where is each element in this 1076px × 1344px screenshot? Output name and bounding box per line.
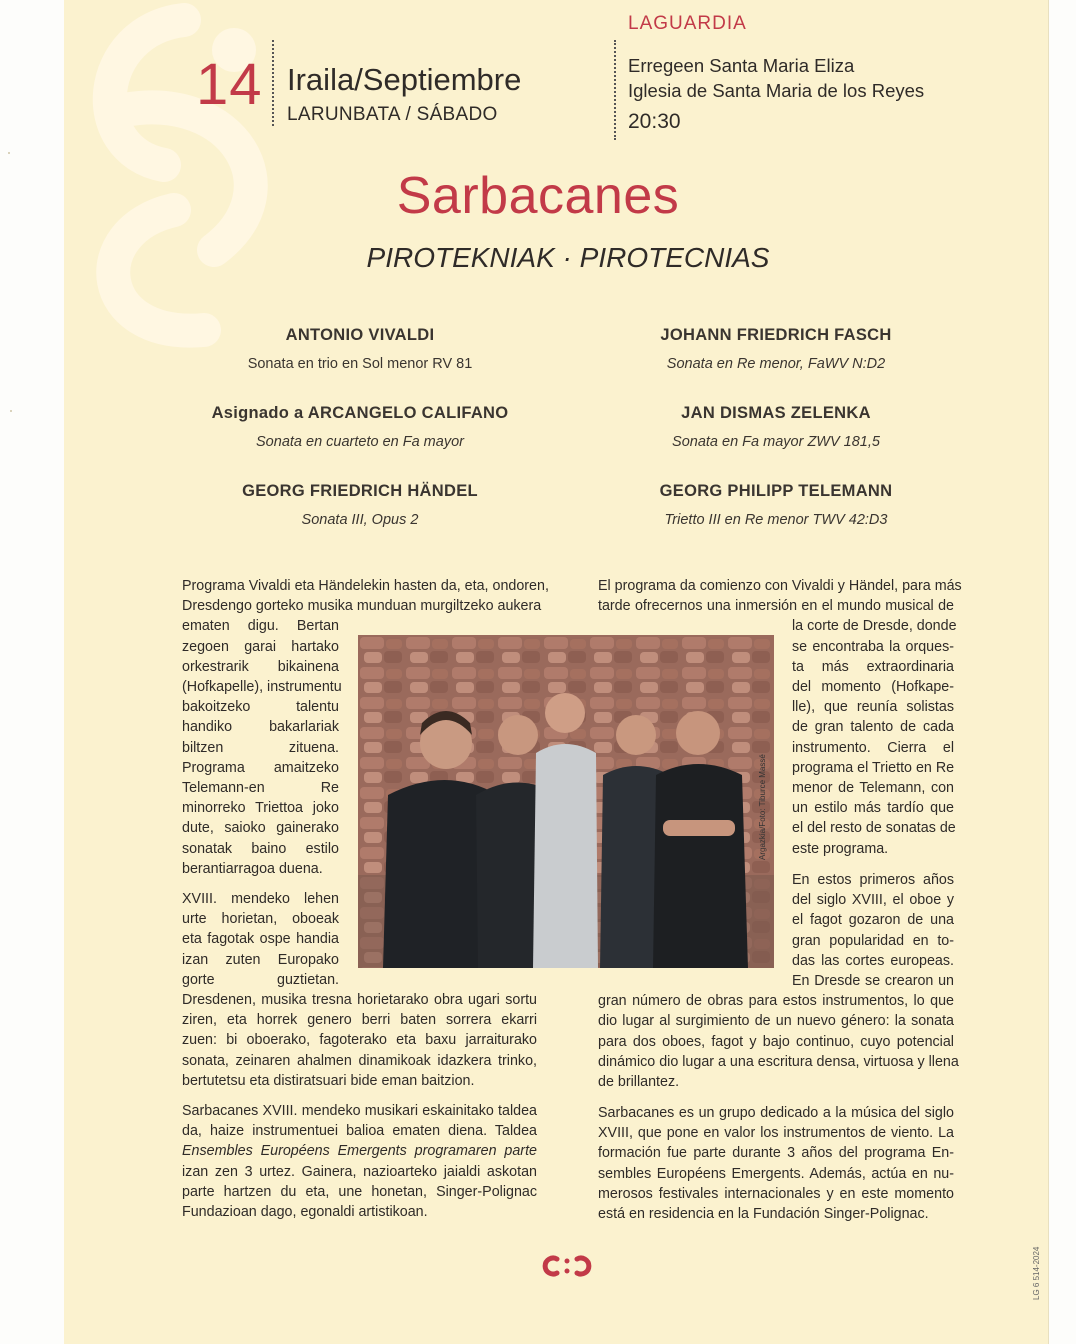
text-line: izan zen 3 urtez. Gainera, nazioarteko jaialdi askotan xyxy=(182,1163,537,1180)
text-line: eta fagotak ospe handia xyxy=(182,931,339,948)
work-title: Trietto III en Re menor TWV 42:D3 xyxy=(664,512,888,528)
text-line: dio lugar al surgimiento de un nuevo género: la sonata xyxy=(598,1013,954,1030)
text-line: del siglo XVIII, el oboe y xyxy=(792,892,954,909)
composer-name: Asignado a ARCANGELO CALIFANO xyxy=(211,404,509,422)
text-line: orkestrarik bikainena xyxy=(182,658,339,675)
festival-logo-icon xyxy=(537,1254,597,1278)
text-line: Sarbacanes es un grupo dedicado a la música del siglo xyxy=(598,1105,954,1121)
event-city: LAGUARDIA xyxy=(628,13,747,34)
text-line: gran número de obras para estos instrumentos, lo que xyxy=(598,993,954,1010)
text-line: bertutetsu eta distiratsuari bide eman baitzion. xyxy=(182,1072,475,1089)
text-line: Ensembles Européens Emergents programaren parte xyxy=(182,1143,537,1160)
venue-basque: Erregeen Santa Maria Eliza xyxy=(628,55,855,76)
concert-subtitle: PIROTEKNIAK · PIROTECNIAS xyxy=(366,242,770,273)
event-day: 14 xyxy=(196,52,263,117)
composer-name: JAN DISMAS ZELENKA xyxy=(681,404,871,422)
text-line: está en residencia en la Fundación Singer-Polignac. xyxy=(598,1206,929,1223)
text-line: ziren, eta horrek genero berri baten sorrera ekarri xyxy=(182,1012,537,1029)
text-line: lle), que reunía solistas xyxy=(792,699,954,716)
header-divider xyxy=(272,40,274,126)
ensemble-photo xyxy=(358,635,774,968)
text-line: zuen: bi oboerako, fagoterako eta baxu jarraiturako xyxy=(182,1032,537,1049)
text-line: Sarbacanes XVIII. mendeko musikari eskainitako taldea xyxy=(182,1103,537,1119)
text-line: programa el Trietto en Re xyxy=(792,759,955,776)
text-line: Telemann-en Re xyxy=(182,780,339,797)
text-line: parte hartzen du eta, une honetan, Singer-Polignac xyxy=(182,1183,537,1200)
text-line: instrumento. Cierra el xyxy=(792,739,954,756)
text-line: En Dresde se crearon un xyxy=(792,973,954,990)
text-line: sembles Européens Emergents. Además, actúa en nu- xyxy=(598,1165,954,1182)
text-line: da, haize instrumentuei balioa ematen diena. Taldea xyxy=(182,1123,537,1140)
scan-speck xyxy=(8,152,10,154)
text-line: de brillantez. xyxy=(598,1074,680,1091)
text-line: ta más extraordinaria xyxy=(792,658,954,675)
scan-speck xyxy=(10,410,12,412)
text-line: XVIII, que pone en valor los instrumentos de viento. La xyxy=(598,1125,954,1142)
text-line: gorte guztietan. xyxy=(182,971,339,988)
text-line: Programa Vivaldi eta Händelekin hasten da, eta, ondoren, xyxy=(182,578,549,594)
text-line: Fundazioan dago, egonaldi artistikoan. xyxy=(182,1204,428,1221)
text-line: tarde ofrecernos una inmersión en el mundo musical de xyxy=(598,598,954,615)
event-month: Iraila/Septiembre xyxy=(287,62,522,97)
text-line: de gran talento de cada xyxy=(792,719,954,736)
event-weekday: LARUNBATA / SÁBADO xyxy=(287,104,498,125)
text-line: este programa. xyxy=(792,840,889,857)
text-line: El programa da comienzo con Vivaldi y Händel, para más xyxy=(598,578,962,594)
text-line: sonatak baino estilo xyxy=(182,840,339,857)
text-line: handiko bakarlariak xyxy=(182,719,339,736)
text-line: la corte de Dresde, donde xyxy=(792,618,957,635)
text-line: para dos oboes, fagot y bajo continuo, cuyo potencial xyxy=(598,1033,954,1050)
legal-deposit-code: LG 6 514-2024 xyxy=(1032,1246,1041,1300)
text-line: izan zuten Europako xyxy=(182,951,339,968)
work-title: Sonata en Fa mayor ZWV 181,5 xyxy=(672,434,880,450)
text-line: Dresdengo gorteko musika munduan murgiltzeko aukera xyxy=(182,598,542,615)
text-line: sonata, zeinaren ahalmen dinamikoak idazkera trinko, xyxy=(182,1052,537,1069)
work-title: Sonata III, Opus 2 xyxy=(301,512,419,528)
text-line: del momento (Hofkape- xyxy=(792,679,954,696)
text-line: formación fue parte durante 3 años del programa En- xyxy=(598,1145,954,1162)
text-line: el del resto de sonatas de xyxy=(792,820,956,837)
text-line: ematen digu. Bertan xyxy=(182,618,339,635)
text-line: se encontraba la orques- xyxy=(792,638,954,655)
work-title: Sonata en Re menor, FaWV N:D2 xyxy=(666,356,886,372)
work-title: Sonata en trio en Sol menor RV 81 xyxy=(247,356,473,372)
text-line: gran popularidad en to- xyxy=(792,932,954,949)
basque-paragraph-3 xyxy=(182,1101,537,1222)
venue-spanish: Iglesia de Santa Maria de los Reyes xyxy=(628,80,925,101)
work-title: Sonata en cuarteto en Fa mayor xyxy=(256,434,464,450)
text-line: XVIII. mendeko lehen xyxy=(182,891,339,907)
text-line: urte horietan, oboeak xyxy=(182,911,339,928)
text-line: das las cortes europeas. xyxy=(792,952,954,969)
text-line: berantiarragoa duena. xyxy=(182,860,323,877)
text-line: un estilo más tardío que xyxy=(792,800,954,817)
text-line: dinámico dio lugar a una escritura densa, virtuosa y llena xyxy=(598,1053,959,1070)
composer-name: GEORG FRIEDRICH HÄNDEL xyxy=(242,482,478,500)
text-line: menor de Telemann, con xyxy=(792,780,954,797)
text-line: Dresdenen, musika tresna horietarako obra ugari sortu xyxy=(182,992,537,1009)
text-line: bakoitzeko talentu xyxy=(182,699,339,716)
text-line: minorreko Triettoa joko xyxy=(182,800,339,817)
text-line: dute, saioko gainerako xyxy=(182,820,339,837)
concert-title: Sarbacanes xyxy=(396,167,680,225)
composer-name: ANTONIO VIVALDI xyxy=(285,326,435,344)
composer-name: GEORG PHILIPP TELEMANN xyxy=(659,482,893,500)
photo-credit: Argazkia/Foto: Tiburce Massé xyxy=(758,754,767,860)
text-line: Programa amaitzeko xyxy=(182,759,339,776)
text-line: el fagot gozaron de una xyxy=(792,912,954,929)
text-line: biltzen zituena. xyxy=(182,739,339,756)
text-line: zegoen garai hartako xyxy=(182,638,339,655)
composer-name: JOHANN FRIEDRICH FASCH xyxy=(660,326,892,344)
text-line: merosos festivales internacionales y en este momento xyxy=(598,1185,954,1202)
spanish-paragraph-3 xyxy=(598,1103,954,1224)
venue-divider xyxy=(614,40,616,140)
text-line: (Hofkapelle), instrumentu xyxy=(182,679,342,696)
text-line: En estos primeros años xyxy=(792,872,954,888)
event-time: 20:30 xyxy=(628,110,681,133)
